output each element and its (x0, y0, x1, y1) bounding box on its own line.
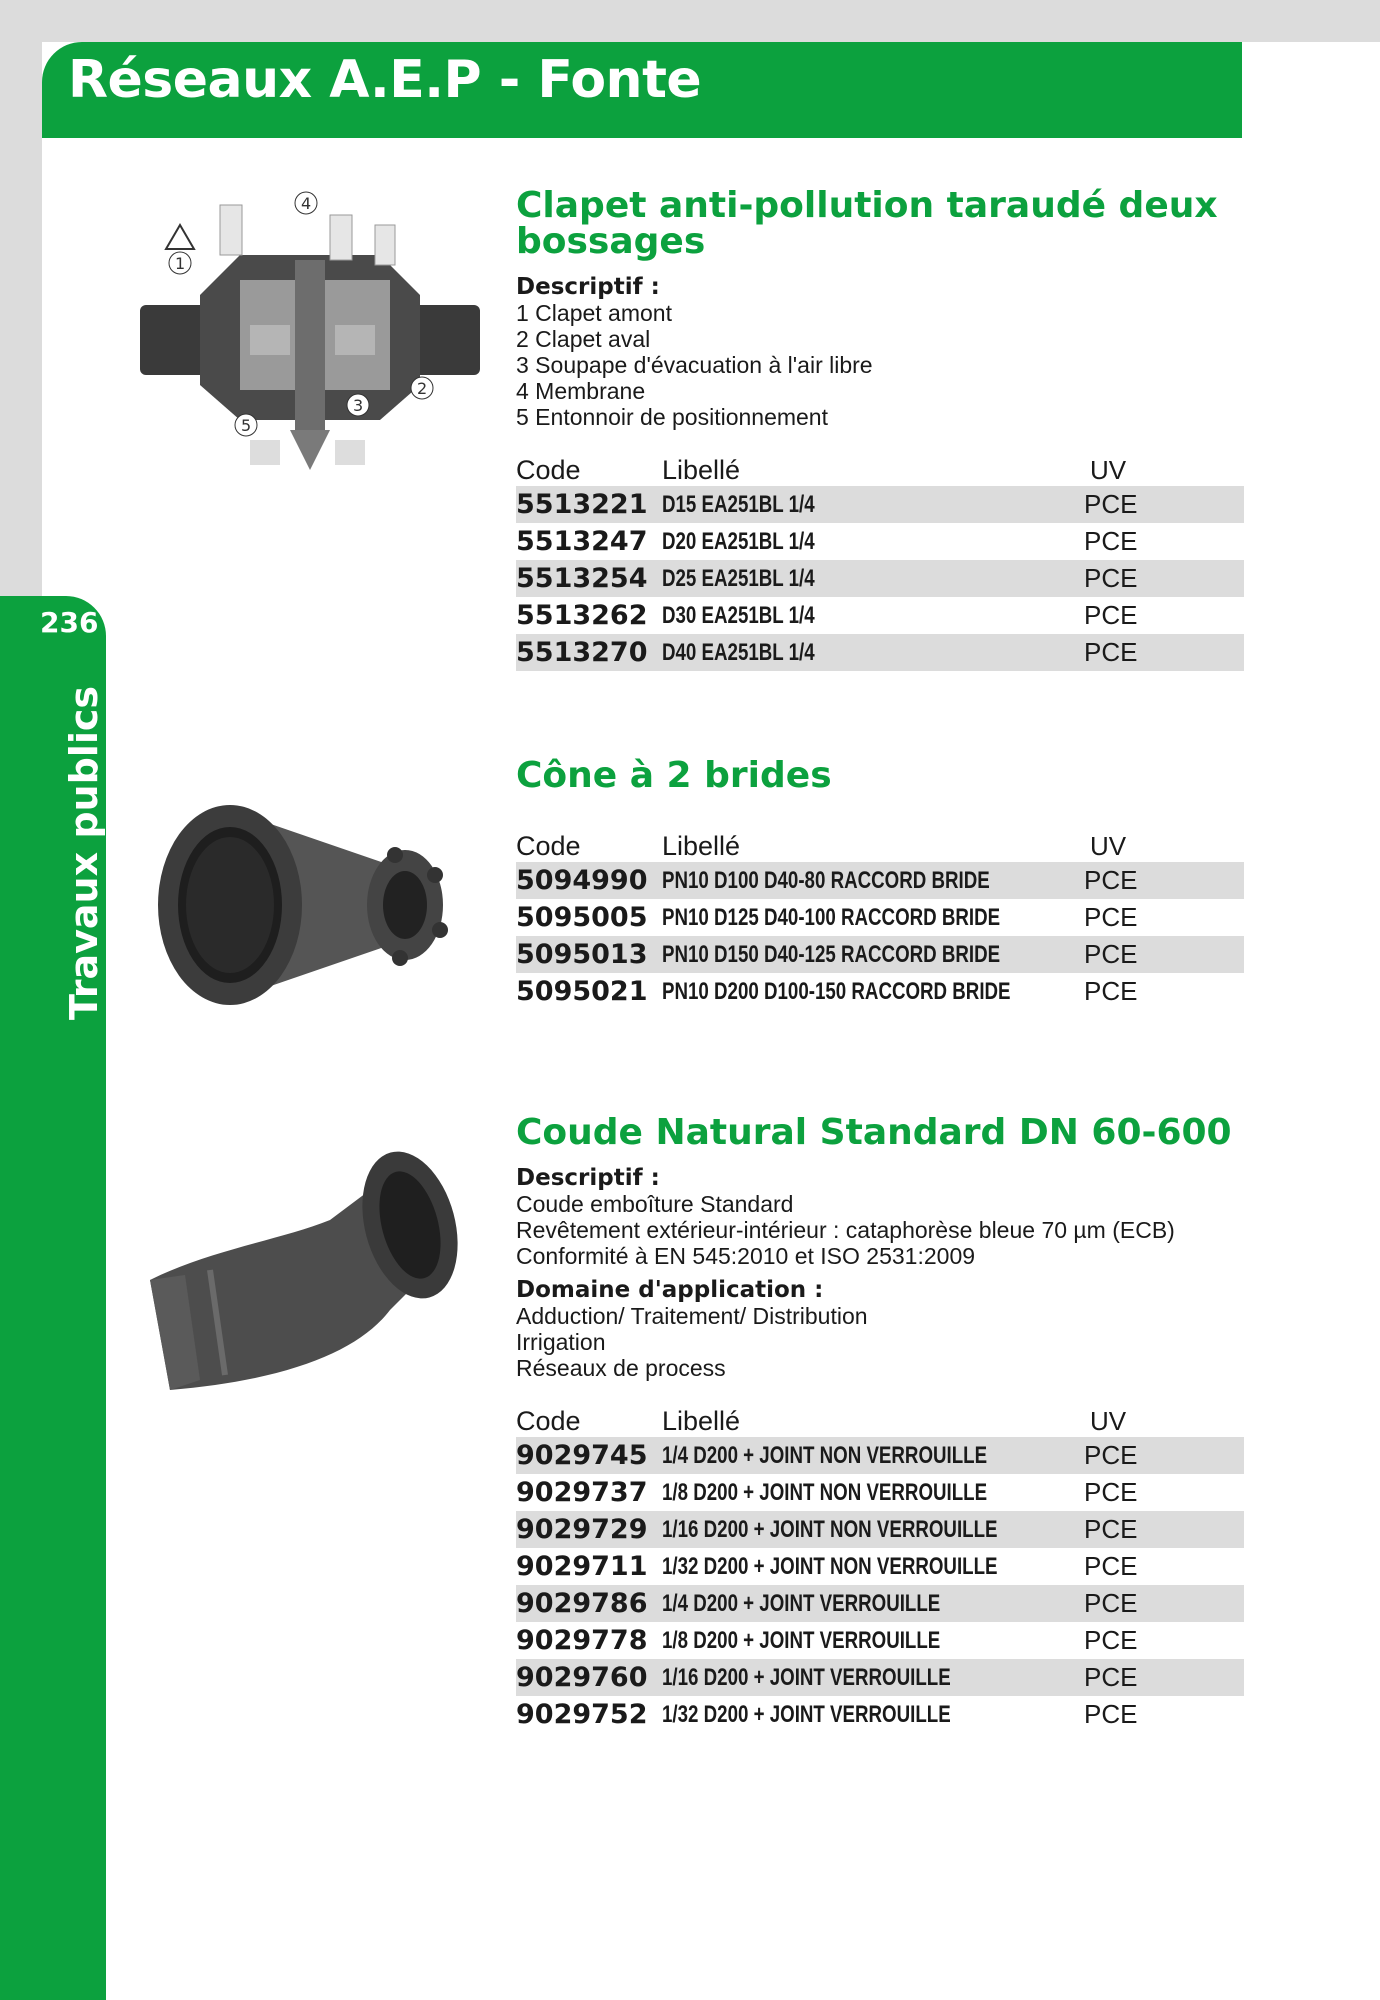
desc-line: 1 Clapet amont (516, 300, 672, 326)
code-cell: 9029729 (516, 1514, 648, 1545)
app-line: Réseaux de process (516, 1355, 726, 1381)
diagram-label-5: 5 (241, 416, 252, 435)
code-cell: 9029778 (516, 1625, 648, 1656)
code-cell: 9029745 (516, 1440, 648, 1471)
libelle-cell: D20 EA251BL 1/4 (662, 527, 815, 555)
table-row (516, 634, 1244, 671)
table-header (516, 452, 1244, 486)
application-heading: Domaine d'application : (516, 1277, 824, 1303)
desc-line: Coude emboîture Standard (516, 1191, 794, 1217)
uv-cell: PCE (1084, 1477, 1138, 1507)
desc-line: 3 Soupape d'évacuation à l'air libre (516, 352, 873, 378)
code-cell: 5095013 (516, 939, 648, 970)
uv-cell: PCE (1084, 939, 1138, 969)
app-line: Irrigation (516, 1329, 606, 1355)
code-cell: 9029760 (516, 1662, 648, 1693)
uv-cell: PCE (1084, 1625, 1138, 1655)
left-margin (0, 0, 42, 600)
table-row (516, 597, 1244, 634)
descriptif-heading: Descriptif : (516, 274, 660, 300)
col-code: Code (516, 455, 581, 485)
table-row (516, 560, 1244, 597)
section-cone (516, 755, 1244, 1010)
col-uv: UV (1090, 455, 1127, 485)
col-uv: UV (1090, 831, 1127, 861)
table-row (516, 523, 1244, 560)
table-header (516, 1403, 1244, 1437)
diagram-label-1: 1 (175, 254, 186, 273)
table-row (516, 1437, 1244, 1474)
uv-cell: PCE (1084, 1514, 1138, 1544)
diagram-label-3: 3 (353, 396, 364, 415)
table-row (516, 1548, 1244, 1585)
table-row (516, 973, 1244, 1010)
uv-cell: PCE (1084, 1440, 1138, 1470)
table-row (516, 899, 1244, 936)
code-cell: 9029752 (516, 1699, 648, 1730)
table-header (516, 828, 1244, 862)
desc-line: 5 Entonnoir de positionnement (516, 404, 828, 430)
section-coude (516, 1112, 1244, 1733)
product-table (516, 828, 1244, 1010)
valve-diagram-image (130, 185, 490, 475)
libelle-cell: 1/4 D200 + JOINT NON VERROUILLE (662, 1441, 988, 1469)
uv-cell: PCE (1084, 489, 1138, 519)
uv-cell: PCE (1084, 637, 1138, 667)
uv-cell: PCE (1084, 902, 1138, 932)
libelle-cell: 1/32 D200 + JOINT NON VERROUILLE (662, 1552, 998, 1580)
diagram-label-4: 4 (301, 194, 312, 213)
table-row (516, 486, 1244, 523)
code-cell: 5513262 (516, 600, 648, 631)
table-row (516, 862, 1244, 899)
uv-cell: PCE (1084, 1699, 1138, 1729)
code-cell: 5513247 (516, 526, 648, 557)
uv-cell: PCE (1084, 1551, 1138, 1581)
uv-cell: PCE (1084, 1588, 1138, 1618)
uv-cell: PCE (1084, 526, 1138, 556)
elbow-image (130, 1130, 490, 1430)
page-title: Réseaux A.E.P - Fonte (68, 50, 702, 110)
code-cell: 9029711 (516, 1551, 648, 1582)
product-table (516, 452, 1244, 671)
libelle-cell: D15 EA251BL 1/4 (662, 490, 815, 518)
uv-cell: PCE (1084, 976, 1138, 1006)
uv-cell: PCE (1084, 865, 1138, 895)
section-title: Clapet anti-pollution taraudé deux bossages (516, 185, 1218, 262)
uv-cell: PCE (1084, 1662, 1138, 1692)
code-cell: 5513221 (516, 489, 648, 520)
libelle-cell: 1/16 D200 + JOINT NON VERROUILLE (662, 1515, 998, 1543)
table-row (516, 1696, 1244, 1733)
libelle-cell: PN10 D150 D40-125 RACCORD BRIDE (662, 940, 1001, 968)
libelle-cell: 1/16 D200 + JOINT VERROUILLE (662, 1663, 951, 1691)
table-row (516, 1511, 1244, 1548)
section-title: Coude Natural Standard DN 60-600 (516, 1112, 1232, 1153)
uv-cell: PCE (1084, 563, 1138, 593)
page-number: 236 (40, 606, 99, 639)
libelle-cell: PN10 D200 D100-150 RACCORD BRIDE (662, 977, 1011, 1005)
code-cell: 9029737 (516, 1477, 648, 1508)
col-uv: UV (1090, 1406, 1127, 1436)
code-cell: 5095005 (516, 902, 648, 933)
desc-line: 4 Membrane (516, 378, 646, 404)
table-row (516, 1622, 1244, 1659)
code-cell: 9029786 (516, 1588, 648, 1619)
code-cell: 5094990 (516, 865, 648, 896)
desc-line: Revêtement extérieur-intérieur : cataphorèse bleue 70 µm (ECB) (516, 1217, 1175, 1243)
diagram-label-2: 2 (417, 379, 428, 398)
libelle-cell: 1/32 D200 + JOINT VERROUILLE (662, 1700, 951, 1728)
descriptif-heading: Descriptif : (516, 1165, 660, 1191)
col-libelle: Libellé (662, 455, 741, 485)
col-libelle: Libellé (662, 831, 741, 861)
libelle-cell: 1/8 D200 + JOINT NON VERROUILLE (662, 1478, 988, 1506)
table-row (516, 936, 1244, 973)
libelle-cell: 1/8 D200 + JOINT VERROUILLE (662, 1626, 941, 1654)
desc-line: 2 Clapet aval (516, 326, 651, 352)
col-code: Code (516, 831, 581, 861)
code-cell: 5095021 (516, 976, 648, 1007)
section-title: Cône à 2 brides (516, 755, 832, 796)
libelle-cell: D25 EA251BL 1/4 (662, 564, 815, 592)
table-row (516, 1659, 1244, 1696)
product-table (516, 1403, 1244, 1733)
libelle-cell: PN10 D125 D40-100 RACCORD BRIDE (662, 903, 1001, 931)
col-libelle: Libellé (662, 1406, 741, 1436)
code-cell: 5513254 (516, 563, 648, 594)
table-row (516, 1585, 1244, 1622)
side-tab-label: Travaux publics (62, 686, 106, 1020)
table-row (516, 1474, 1244, 1511)
section-clapet (516, 185, 1244, 671)
libelle-cell: D40 EA251BL 1/4 (662, 638, 815, 666)
cone-image (150, 770, 470, 1040)
libelle-cell: 1/4 D200 + JOINT VERROUILLE (662, 1589, 941, 1617)
desc-line: Conformité à EN 545:2010 et ISO 2531:2009 (516, 1243, 976, 1269)
app-line: Adduction/ Traitement/ Distribution (516, 1303, 868, 1329)
top-margin (0, 0, 1380, 42)
uv-cell: PCE (1084, 600, 1138, 630)
libelle-cell: D30 EA251BL 1/4 (662, 601, 815, 629)
code-cell: 5513270 (516, 637, 648, 668)
col-code: Code (516, 1406, 581, 1436)
libelle-cell: PN10 D100 D40-80 RACCORD BRIDE (662, 866, 990, 894)
